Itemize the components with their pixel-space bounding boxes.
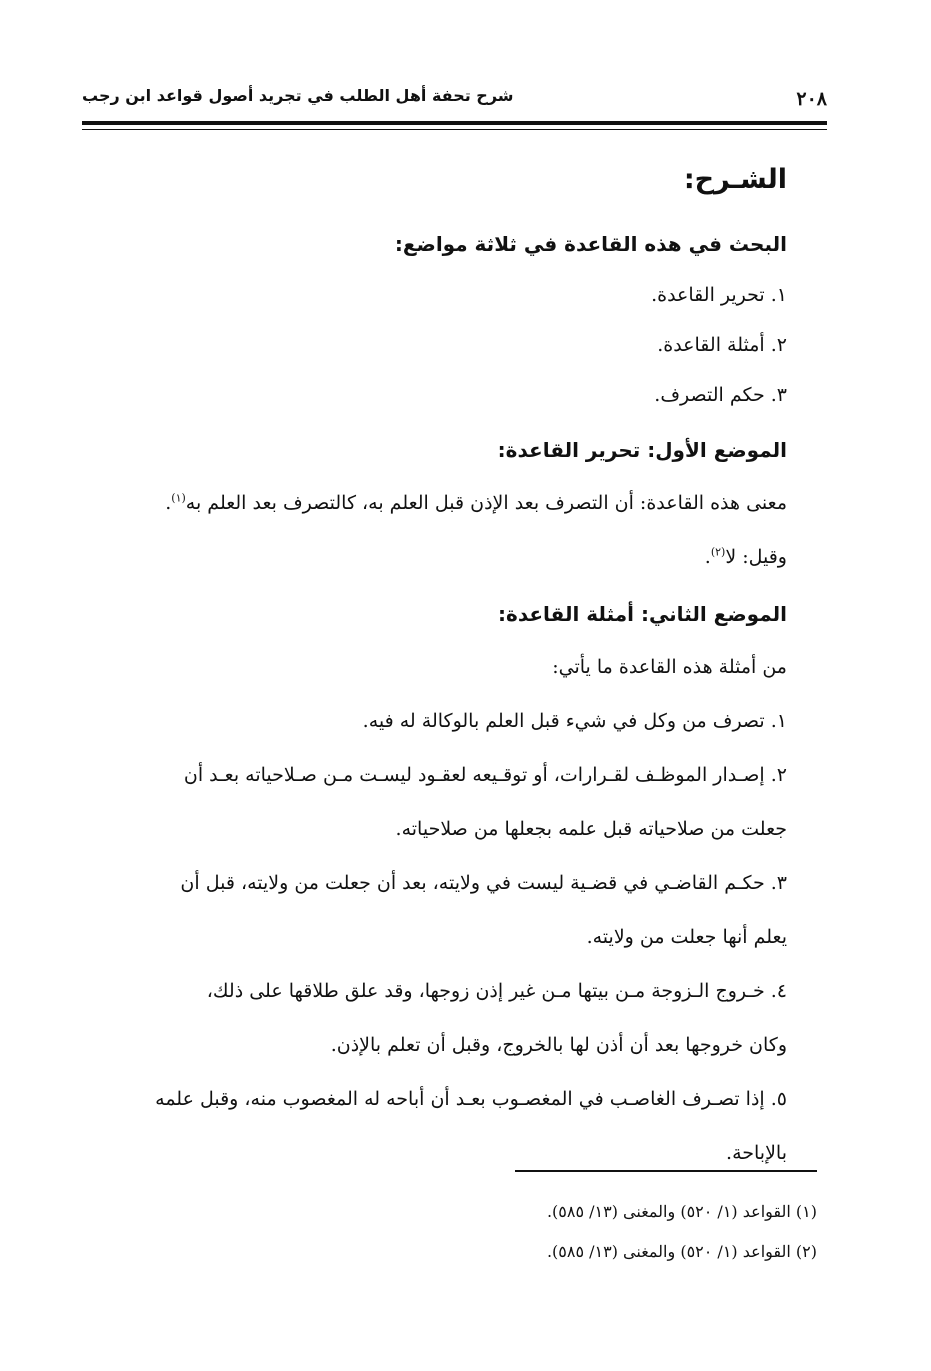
alt-text: وقيل: لا	[725, 546, 787, 568]
footnotes	[78, 1192, 817, 1272]
section1-heading: الموضع الأول: تحرير القاعدة:	[497, 438, 787, 462]
running-title: شرح تحفة أهل الطلب في تجريد أصول قواعد ابن رجب	[82, 86, 514, 105]
example-line: ٢. إصـدار الموظـف لقـرارات، أو توقـيعه لعقـود ليسـت مـن صـلاحياته بعـد أن	[183, 764, 787, 786]
footnote-ref-2[interactable]: (٢)	[710, 545, 726, 559]
example-line: بالإباحة.	[726, 1142, 787, 1164]
page-number: ٢٠٨	[796, 88, 827, 110]
examples-lead: من أمثلة هذه القاعدة ما يأتي:	[552, 656, 787, 678]
header-rule-thin	[82, 129, 827, 130]
intro-heading: البحث في هذه القاعدة في ثلاثة مواضع:	[394, 232, 787, 256]
meaning-paragraph	[78, 476, 787, 530]
page-body	[78, 158, 787, 1180]
topic-item: ٣. حكم التصرف.	[654, 384, 787, 406]
topic-item: ١. تحرير القاعدة.	[651, 284, 787, 306]
example-line: ٥. إذا تصـرف الغاصـب في المغصـوب بعـد أن أباحه له المغصوب منه، وقبل علمه	[155, 1088, 787, 1110]
header-rule-thick	[82, 121, 827, 125]
example-line: وكان خروجها بعد أن أذن لها بالخروج، وقبل أن تعلم بالإذن.	[330, 1034, 787, 1056]
page-header	[82, 78, 827, 118]
meaning-text: معنى هذه القاعدة: أن التصرف بعد الإذن قبل العلم به، كالتصرف بعد العلم به	[185, 492, 787, 514]
alt-end: .	[704, 546, 711, 568]
footnote-separator	[515, 1170, 817, 1172]
footnote-ref-1[interactable]: (١)	[171, 491, 186, 505]
example-line: جعلت من صلاحياته قبل علمه بجعلها من صلاحياته.	[395, 818, 787, 840]
section-title: الشـرح:	[683, 164, 787, 195]
footnote-2: (٢) القواعد (١/ ٥٢٠) والمغنى (١٣/ ٥٨٥).	[546, 1242, 817, 1261]
alt-opinion	[78, 530, 787, 584]
meaning-end: .	[165, 492, 172, 514]
topic-item: ٢. أمثلة القاعدة.	[657, 334, 787, 356]
example-line: يعلم أنها جعلت من ولايته.	[586, 926, 787, 948]
example-line: ١. تصرف من وكل في شيء قبل العلم بالوكالة له فيه.	[362, 710, 787, 732]
example-line: ٤. خـروج الـزوجة مـن بيتها مـن غير إذن زوجها، وقد علق طلاقها على ذلك،	[206, 980, 787, 1002]
footnote-1: (١) القواعد (١/ ٥٢٠) والمغنى (١٣/ ٥٨٥).	[546, 1202, 817, 1221]
example-line: ٣. حكـم القاضـي في قضـية ليست في ولايته، بعد أن جعلت من ولايته، قبل أن	[180, 872, 787, 894]
section2-heading: الموضع الثاني: أمثلة القاعدة:	[498, 602, 787, 626]
